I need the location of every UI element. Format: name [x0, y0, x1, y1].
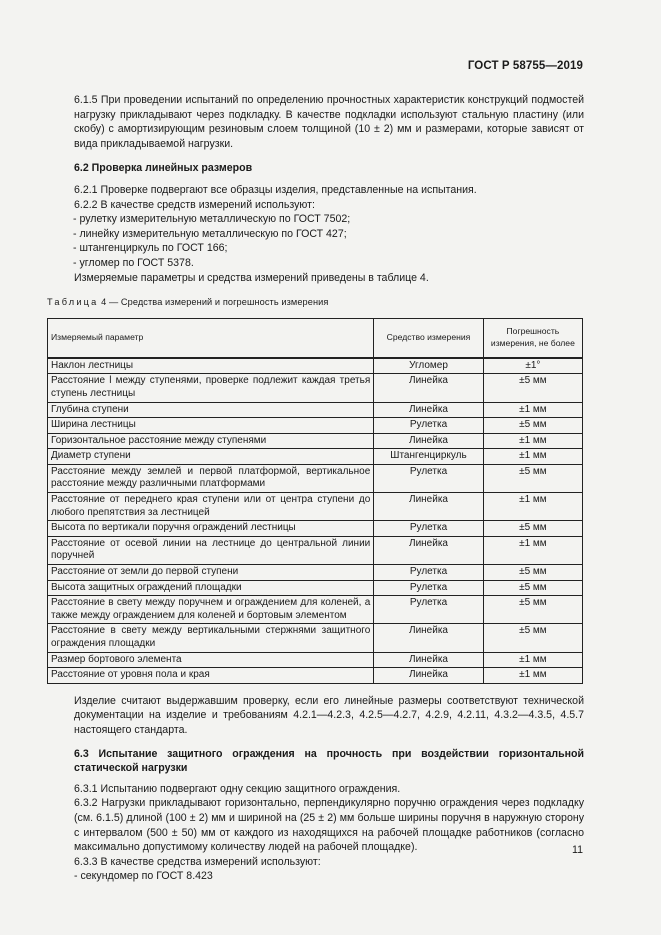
table-row — [48, 652, 583, 668]
table-caption-text: 4 — Средства измерений и погрешность измерения — [101, 297, 329, 308]
cell-instrument: Линейка — [374, 433, 483, 449]
cell-tolerance: ±1° — [483, 358, 582, 374]
document-body — [47, 93, 584, 884]
cell-instrument: Линейка — [374, 668, 483, 684]
table-row — [48, 580, 583, 596]
cell-instrument: Рулетка — [374, 464, 483, 492]
cell-instrument: Линейка — [374, 624, 483, 652]
cell-instrument: Линейка — [374, 536, 483, 564]
table-row — [48, 536, 583, 564]
column-header-parameter: Измеряемый параметр — [48, 318, 374, 358]
cell-parameter: Расстояние от уровня пола и края — [48, 668, 374, 684]
paragraph-6-3-1: 6.3.1 Испытанию подвергают одну секцию защитного ограждения. — [74, 782, 401, 795]
table-row — [48, 596, 583, 624]
list-item: - секундомер по ГОСТ 8.423 — [74, 870, 213, 883]
section-heading-6-2: 6.2 Проверка линейных размеров — [74, 162, 253, 175]
table-row — [48, 668, 583, 684]
cell-instrument: Линейка — [374, 493, 483, 521]
cell-parameter: Горизонтальное расстояние между ступенями — [48, 433, 374, 449]
cell-parameter: Расстояние в свету между поручнем и ограждением для коленей, а также между ограждением для коленей и бортовым элементом — [48, 596, 374, 624]
table-body — [48, 358, 583, 684]
cell-instrument: Рулетка — [374, 596, 483, 624]
cell-tolerance: ±1 мм — [483, 449, 582, 465]
paragraph-table-reference: Измеряемые параметры и средства измерений приведены в таблице 4. — [74, 271, 429, 284]
cell-parameter: Наклон лестницы — [48, 358, 374, 374]
cell-tolerance: ±5 мм — [483, 374, 582, 402]
cell-parameter: Размер бортового элемента — [48, 652, 374, 668]
list-item: - линейку измерительную металлическую по ГОСТ 427; — [73, 227, 347, 240]
cell-tolerance: ±1 мм — [483, 493, 582, 521]
cell-tolerance: ±1 мм — [483, 433, 582, 449]
table-row — [48, 374, 583, 402]
cell-tolerance: ±5 мм — [483, 624, 582, 652]
cell-tolerance: ±1 мм — [483, 652, 582, 668]
cell-tolerance: ±5 мм — [483, 580, 582, 596]
paragraph-6-2-2: 6.2.2 В качестве средств измерений используют: — [74, 198, 315, 211]
table-row — [48, 493, 583, 521]
cell-parameter: Расстояние от осевой линии на лестнице до центральной линии поручней — [48, 536, 374, 564]
cell-tolerance: ±1 мм — [483, 402, 582, 418]
cell-parameter: Расстояние между землей и первой платформой, вертикальное расстояние между различными платформами — [48, 464, 374, 492]
cell-instrument: Штангенциркуль — [374, 449, 483, 465]
paragraph-6-3-2: 6.3.2 Нагрузки прикладывают горизонтально, перпендикулярно поручню ограждения через подкладку (см. 6.1.5) длиной (100 ± 2) мм и шириной на (25 ± 2) мм больше ширины поручня в наружную сторону с интервалом (500 ± 50) мм от каждого из находящихся на рабочей площадке работников (согласно максимально допустимому количеству людей на рабочей площадке). — [74, 797, 584, 854]
cell-instrument: Рулетка — [374, 565, 483, 581]
paragraph-6-2-1: 6.2.1 Проверке подвергают все образцы изделия, представленные на испытания. — [74, 183, 477, 196]
cell-tolerance: ±5 мм — [483, 565, 582, 581]
table-row — [48, 464, 583, 492]
table-caption — [47, 295, 584, 310]
table-header-row — [48, 318, 583, 358]
cell-tolerance: ±5 мм — [483, 418, 582, 434]
table-row — [48, 358, 583, 374]
table-row — [48, 402, 583, 418]
paragraph-6-1-5: 6.1.5 При проведении испытаний по определению прочностных характеристик конструкций подмостей нагрузку прикладывают через подкладку. В качестве подкладки используют стальную пластину (или скобу) с амортизирующим резиновым слоем толщиной (10 ± 2) мм и размерами, которые зависят от вида прикладываемой нагрузки. — [74, 94, 584, 150]
cell-instrument: Рулетка — [374, 418, 483, 434]
table-row — [48, 624, 583, 652]
table-row — [48, 433, 583, 449]
table-row — [48, 521, 583, 537]
document-code-header: ГОСТ Р 58755—2019 — [467, 60, 583, 72]
table-caption-word: Таблица — [47, 297, 99, 308]
cell-instrument: Угломер — [374, 358, 483, 374]
list-item: - штангенциркуль по ГОСТ 166; — [73, 242, 228, 255]
table-row — [48, 565, 583, 581]
cell-parameter: Диаметр ступени — [48, 449, 374, 465]
list-item: - рулетку измерительную металлическую по ГОСТ 7502; — [73, 213, 351, 226]
paragraph-6-3-3: 6.3.3 В качестве средства измерений используют: — [74, 855, 321, 868]
cell-parameter: Глубина ступени — [48, 402, 374, 418]
cell-tolerance: ±5 мм — [483, 464, 582, 492]
cell-parameter: Расстояние от переднего края ступени или от центра ступени до любого препятствия за лестницей — [48, 493, 374, 521]
cell-tolerance: ±5 мм — [483, 596, 582, 624]
cell-parameter: Высота защитных ограждений площадки — [48, 580, 374, 596]
cell-tolerance: ±1 мм — [483, 668, 582, 684]
table-row — [48, 418, 583, 434]
cell-parameter: Расстояние от земли до первой ступени — [48, 565, 374, 581]
cell-instrument: Линейка — [374, 652, 483, 668]
column-header-tolerance: Погрешность измерения, не более — [483, 318, 582, 358]
cell-parameter: Высота по вертикали поручня ограждений лестницы — [48, 521, 374, 537]
cell-parameter: Расстояние l между ступенями, проверке подлежит каждая третья ступень лестницы — [48, 374, 374, 402]
measurement-table — [47, 318, 583, 684]
cell-instrument: Рулетка — [374, 580, 483, 596]
cell-parameter: Расстояние в свету между вертикальными стержнями защитного ограждения площадки — [48, 624, 374, 652]
page-number: 11 — [572, 844, 583, 856]
paragraph-inspection-result: Изделие считают выдержавшим проверку, если его линейные размеры соответствуют технической документации на изделие и требованиям 4.2.1—4.2.3, 4.2.5—4.2.7, 4.2.9, 4.2.11, 4.3.2—4.3.5, 4.5.7 настоящего стандарта. — [74, 694, 584, 736]
cell-instrument: Линейка — [374, 374, 483, 402]
column-header-instrument: Средство измерения — [374, 318, 483, 358]
cell-instrument: Рулетка — [374, 521, 483, 537]
cell-tolerance: ±5 мм — [483, 521, 582, 537]
list-item: - угломер по ГОСТ 5378. — [73, 256, 194, 269]
cell-parameter: Ширина лестницы — [48, 418, 374, 434]
cell-tolerance: ±1 мм — [483, 536, 582, 564]
cell-instrument: Линейка — [374, 402, 483, 418]
table-row — [48, 449, 583, 465]
section-heading-6-3: 6.3 Испытание защитного ограждения на прочность при воздействии горизонтальной статической нагрузки — [74, 747, 584, 775]
